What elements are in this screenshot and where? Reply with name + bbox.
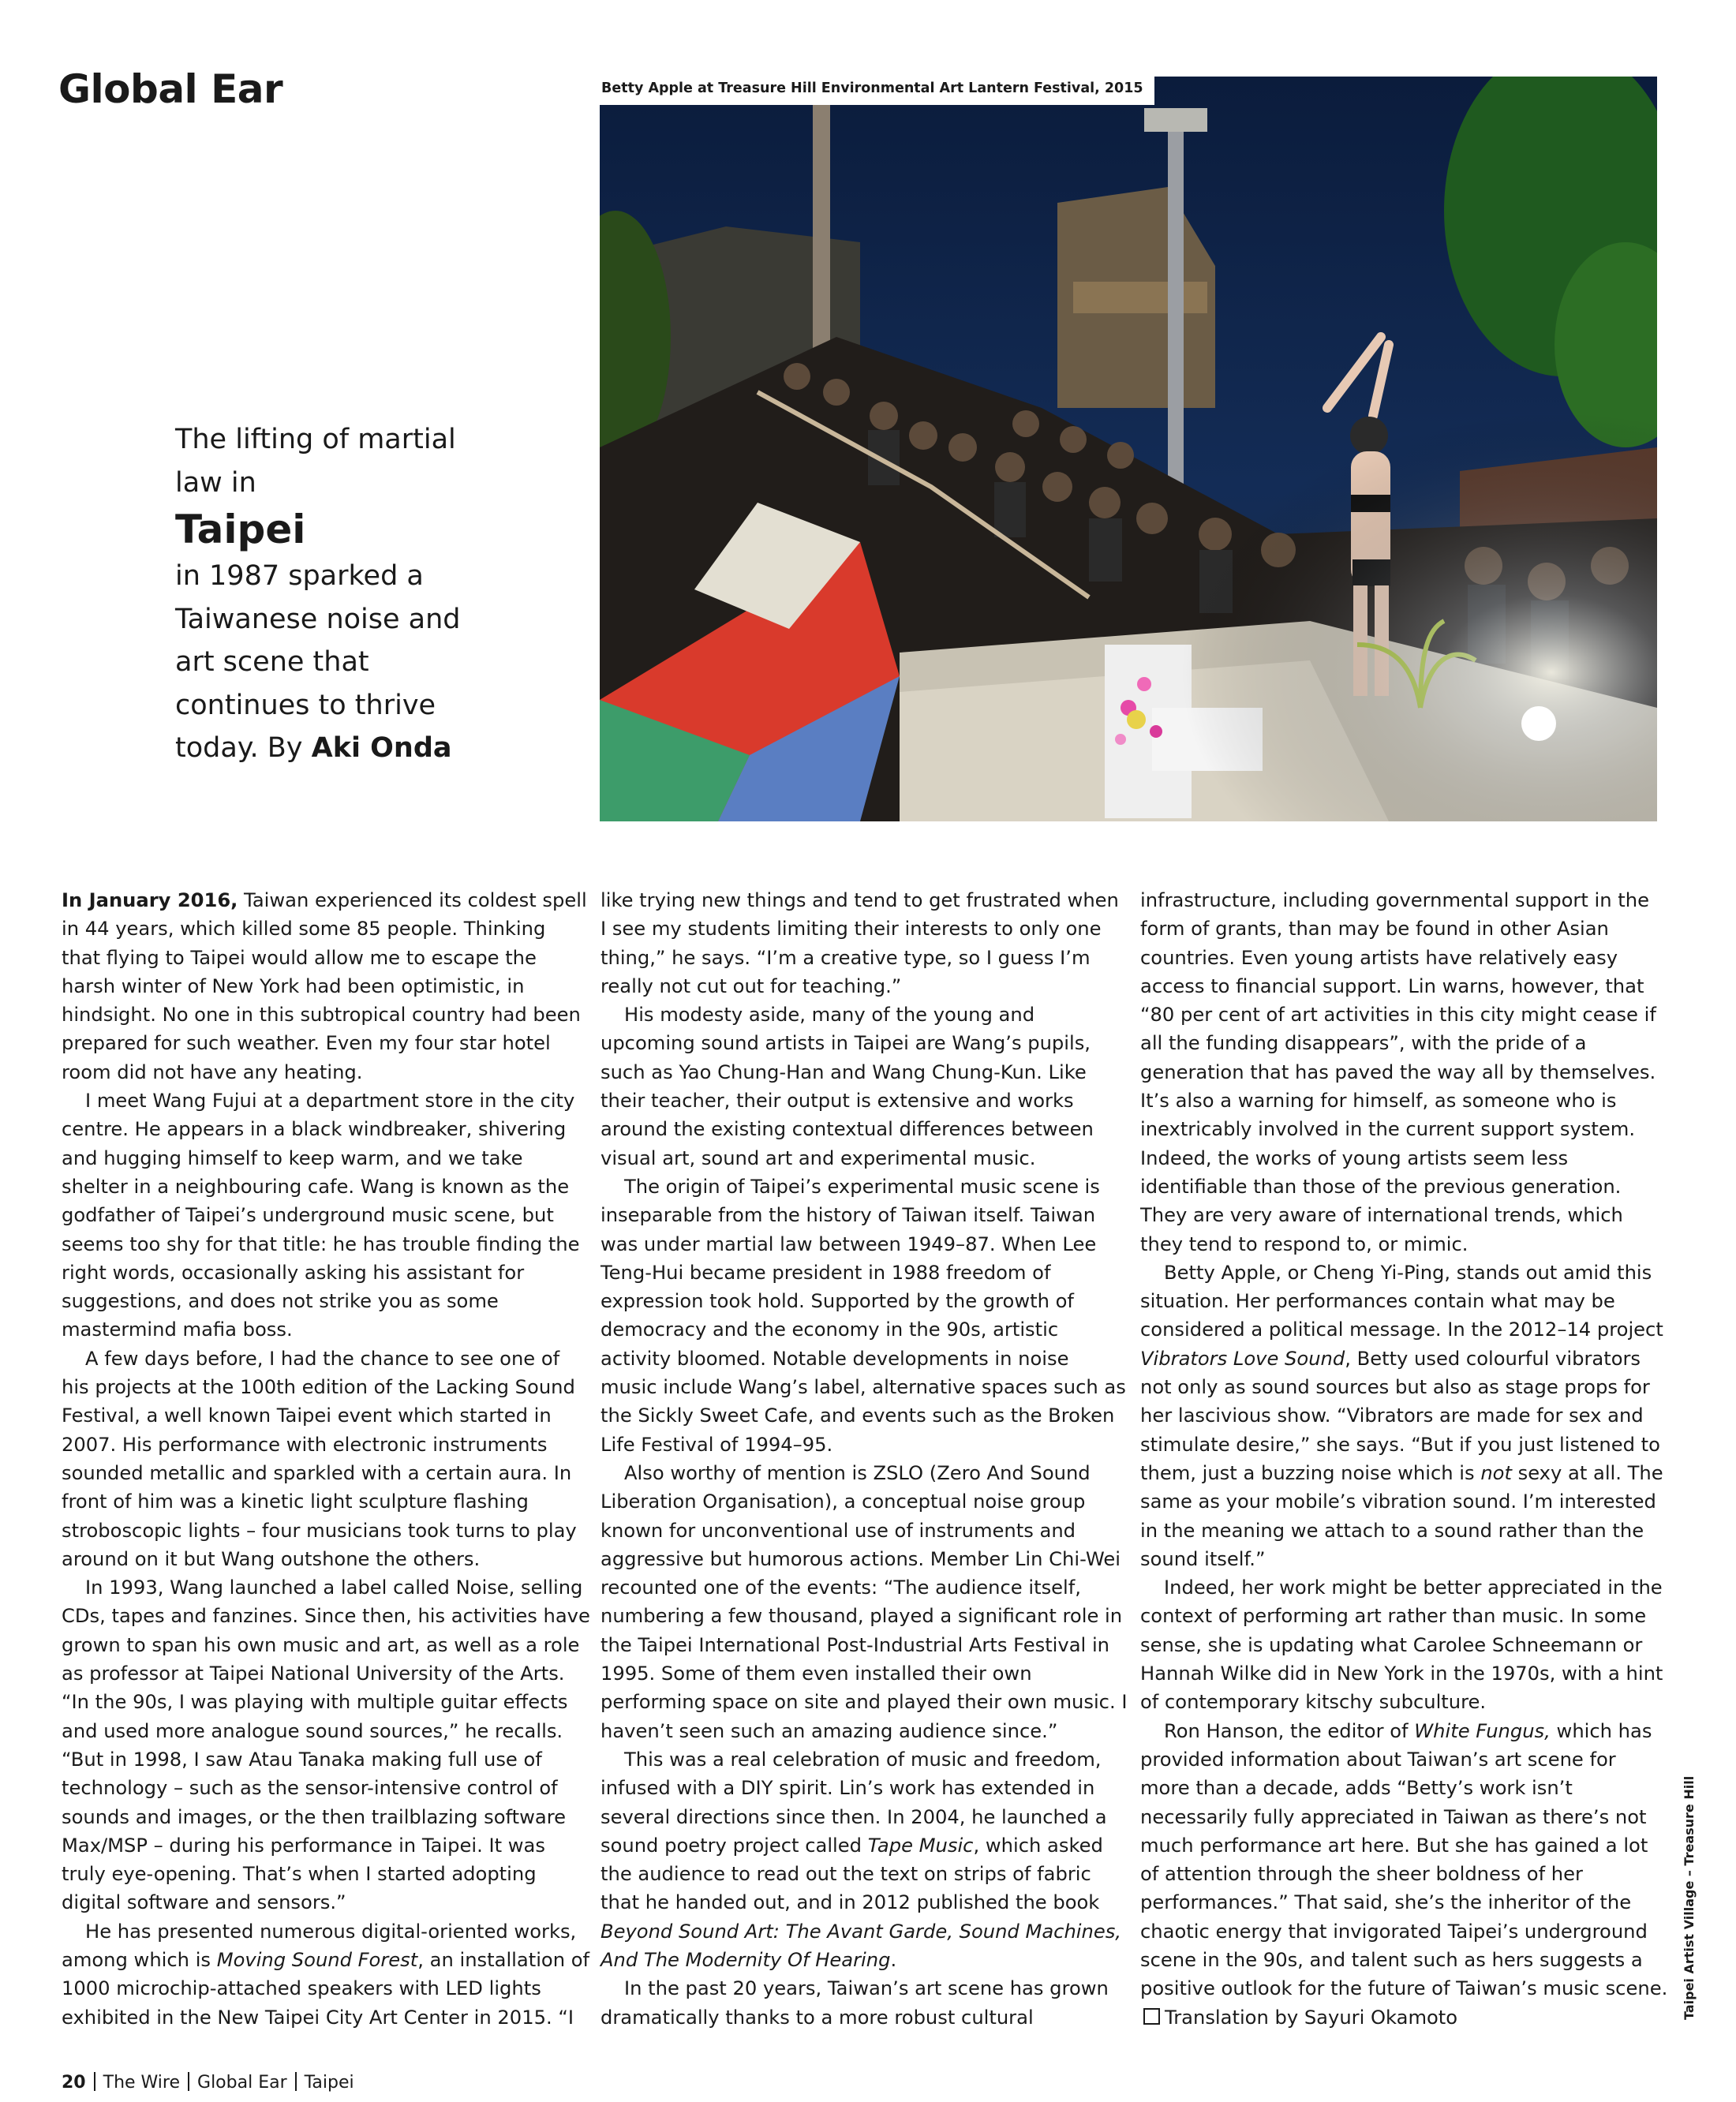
photo-credit: Taipei Artist Village – Treasure Hill bbox=[1682, 1775, 1697, 2020]
page-number: 20 bbox=[62, 2073, 86, 2093]
divider bbox=[295, 2072, 297, 2091]
standfirst bbox=[175, 418, 507, 770]
standfirst-place: Taipei bbox=[175, 507, 306, 552]
paragraph: In January 2016, Taiwan experienced its coldest spell in 44 years, which killed some 85 people. Thinking that flying to Taipei would allow me to escape the harsh winter of New York had been optimistic, in hindsight. No one in this subtropical country had been prepared for such weather. Even my four star hotel room did not have any heating. bbox=[62, 889, 587, 1083]
article-column-2 bbox=[600, 886, 1129, 2032]
paragraph: The origin of Taipei’s experimental music scene is inseparable from the history of Taiwan itself. Taiwan was under martial law between 1949–87. When Lee Teng-Hui became president in 1988 freedom of expression took hold. Supported by the growth of democracy and the economy in the 90s, artistic activity bloomed. Notable developments in noise music include Wang’s label, alternative spaces such as the Sickly Sweet Cafe, and events such as the Broken Life Festival of 1994–95. bbox=[600, 1175, 1126, 1456]
paragraph: infrastructure, including governmental support in the form of grants, than may be found in other Asian countries. Even young artists have relatively easy access to financial support. Lin warns, however, that “80 per cent of art activities in this city might cease if all the funding disappears”, with the pride of a generation that has paved the way all by themselves. It’s also a warning for himself, as someone who is inextricably involved in the current support system. Indeed, the works of young artists seem less identifiable than those of the previous generation. They are very aware of international trends, which they tend to respond to, or mimic. bbox=[1140, 889, 1656, 1255]
paragraph: Also worthy of mention is ZSLO (Zero And Sound Liberation Organisation), a conceptual noise group known for unconventional use of instruments and aggressive but humorous actions. Member Lin Chi-Wei recounted one of the events: “The audience itself, numbering a few thousand, played a significant role in the Taipei International Post-Industrial Arts Festival in 1995. Some of them even installed their own performing space on site and played their own music. I haven’t seen such an amazing audience since.” bbox=[600, 1461, 1128, 1742]
paragraph: A few days before, I had the chance to see one of his projects at the 100th edition of the Lacking Sound Festival, a well known Taipei event which started in 2007. His performance with electronic instruments sounded metallic and sparkled with a certain aura. In front of him was a kinetic light sculpture flashing stroboscopic lights – four musicians took turns to play around on it but Wang outshone the others. bbox=[62, 1347, 577, 1570]
footer-city: Taipei bbox=[304, 2073, 354, 2093]
author-name: Aki Onda bbox=[311, 732, 452, 764]
article-photo bbox=[600, 77, 1657, 821]
paragraph: Betty Apple, or Cheng Yi-Ping, stands out amid this situation. Her performances contain what may be considered a political message. In the 2012–14 project Vibrators Love Sound, Betty used colourful vibrators not only as sound sources but also as stage props for her lascivious show. “Vibrators are made for sex and stimulate desire,” she says. “But if you just listened to them, just a buzzing noise which is not sexy at all. The same as your mobile’s vibration sound. I’m interested in the meaning we attach to a sound rather than the sound itself.” bbox=[1140, 1261, 1663, 1570]
standfirst-body: in 1987 sparked a Taiwanese noise and art scene that continues to thrive today. By bbox=[175, 560, 461, 764]
section-title: Global Ear bbox=[58, 66, 283, 112]
paragraph: In the past 20 years, Taiwan’s art scene has grown dramatically thanks to a more robust cultural bbox=[600, 1977, 1109, 2029]
paragraph: I meet Wang Fujui at a department store in the city centre. He appears in a black windbreaker, shivering and hugging himself to keep warm, and we take shelter in a neighbouring cafe. Wang is known as the godfather of Taipei’s underground music scene, but seems too shy for that title: he has trouble finding the right words, occasionally asking his assistant for suggestions, and does not strike you as some mastermind mafia boss. bbox=[62, 1090, 580, 1341]
standfirst-intro: The lifting of martial law in bbox=[175, 424, 456, 499]
translation-credit: Translation by Sayuri Okamoto bbox=[1165, 2006, 1458, 2029]
divider bbox=[94, 2072, 95, 2091]
end-mark-icon bbox=[1143, 2008, 1160, 2025]
footer-section: Global Ear bbox=[197, 2073, 287, 2093]
magazine-name: The Wire bbox=[103, 2073, 181, 2093]
divider bbox=[188, 2072, 189, 2091]
article-column-3 bbox=[1140, 886, 1669, 2032]
paragraph: This was a real celebration of music and freedom, infused with a DIY spirit. Lin’s work has extended in several directions since then. In 2004, he launched a sound poetry project called Tape Music, which asked the audience to read out the text on strips of fabric that he handed out, and in 2012 published the book Beyond Sound Art: The Avant Garde, Sound Machines, And The Modernity Of Hearing. bbox=[600, 1748, 1121, 1971]
paragraph: Indeed, her work might be better appreciated in the context of performing art rather than music. In some sense, she is updating what Carolee Schneemann or Hannah Wilke did in New York in the 1970s, with a hint of contemporary kitschy subculture. bbox=[1140, 1576, 1663, 1714]
book-title: Beyond Sound Art: The Avant Garde, Sound Machines, And The Modernity Of Hearing bbox=[600, 1920, 1121, 1971]
paragraph: Ron Hanson, the editor of White Fungus, which has provided information about Taiwan’s art scene for more than a decade, adds “Betty’s work isn’t necessarily fully appreciated in Taiwan as there’s not much performance art here. But she has gained a lot of attention through the sheer boldness of her performances.” That said, she’s the inheritor of the chaotic energy that invigorated Taipei’s underground scene in the 90s, and talent such as hers suggests a positive outlook for the future of Taiwan’s music scene.Translation by Sayuri Okamoto bbox=[1140, 1719, 1668, 2029]
article-column-1 bbox=[62, 886, 590, 2032]
work-title: Moving Sound Forest bbox=[216, 1948, 418, 1971]
paragraph: He has presented numerous digital-oriented works, among which is Moving Sound Forest, an installation of 1000 microchip-attached speakers with LED lights exhibited in the New Taipei City Art Center in 2015. “I bbox=[62, 1920, 590, 2029]
magazine-title: White Fungus, bbox=[1414, 1719, 1551, 1742]
work-title: Tape Music bbox=[867, 1834, 974, 1857]
paragraph: His modesty aside, many of the young and upcoming sound artists in Taipei are Wang’s pupils, such as Yao Chung-Han and Wang Chung-Kun. Like their teacher, their output is extensive and works around the existing contextual differences between visual art, sound art and experimental music. bbox=[600, 1004, 1094, 1169]
paragraph: like trying new things and tend to get frustrated when I see my students limiting their interests to only one thing,” he says. “I’m a creative type, so I guess I’m really not cut out for teaching.” bbox=[600, 889, 1119, 997]
photo-caption: Betty Apple at Treasure Hill Environmental Art Lantern Festival, 2015 bbox=[600, 72, 1154, 105]
page-footer bbox=[62, 2072, 354, 2093]
paragraph: In 1993, Wang launched a label called Noise, selling CDs, tapes and fanzines. Since then, his activities have grown to span his own music and art, as well as a role as professor at Taipei National University of the Arts. “In the 90s, I was playing with multiple guitar effects and used more analogue sound sources,” he recalls. “But in 1998, I saw Atau Tanaka making full use of technology – such as the sensor-intensive control of sounds and images, or the then trailblazing software Max/MSP – during his performance in Taipei. It was truly eye-opening. That’s when I started adopting digital software and sensors.” bbox=[62, 1576, 590, 1914]
lead-in: In January 2016, bbox=[62, 889, 238, 911]
work-title: Vibrators Love Sound bbox=[1140, 1347, 1345, 1370]
